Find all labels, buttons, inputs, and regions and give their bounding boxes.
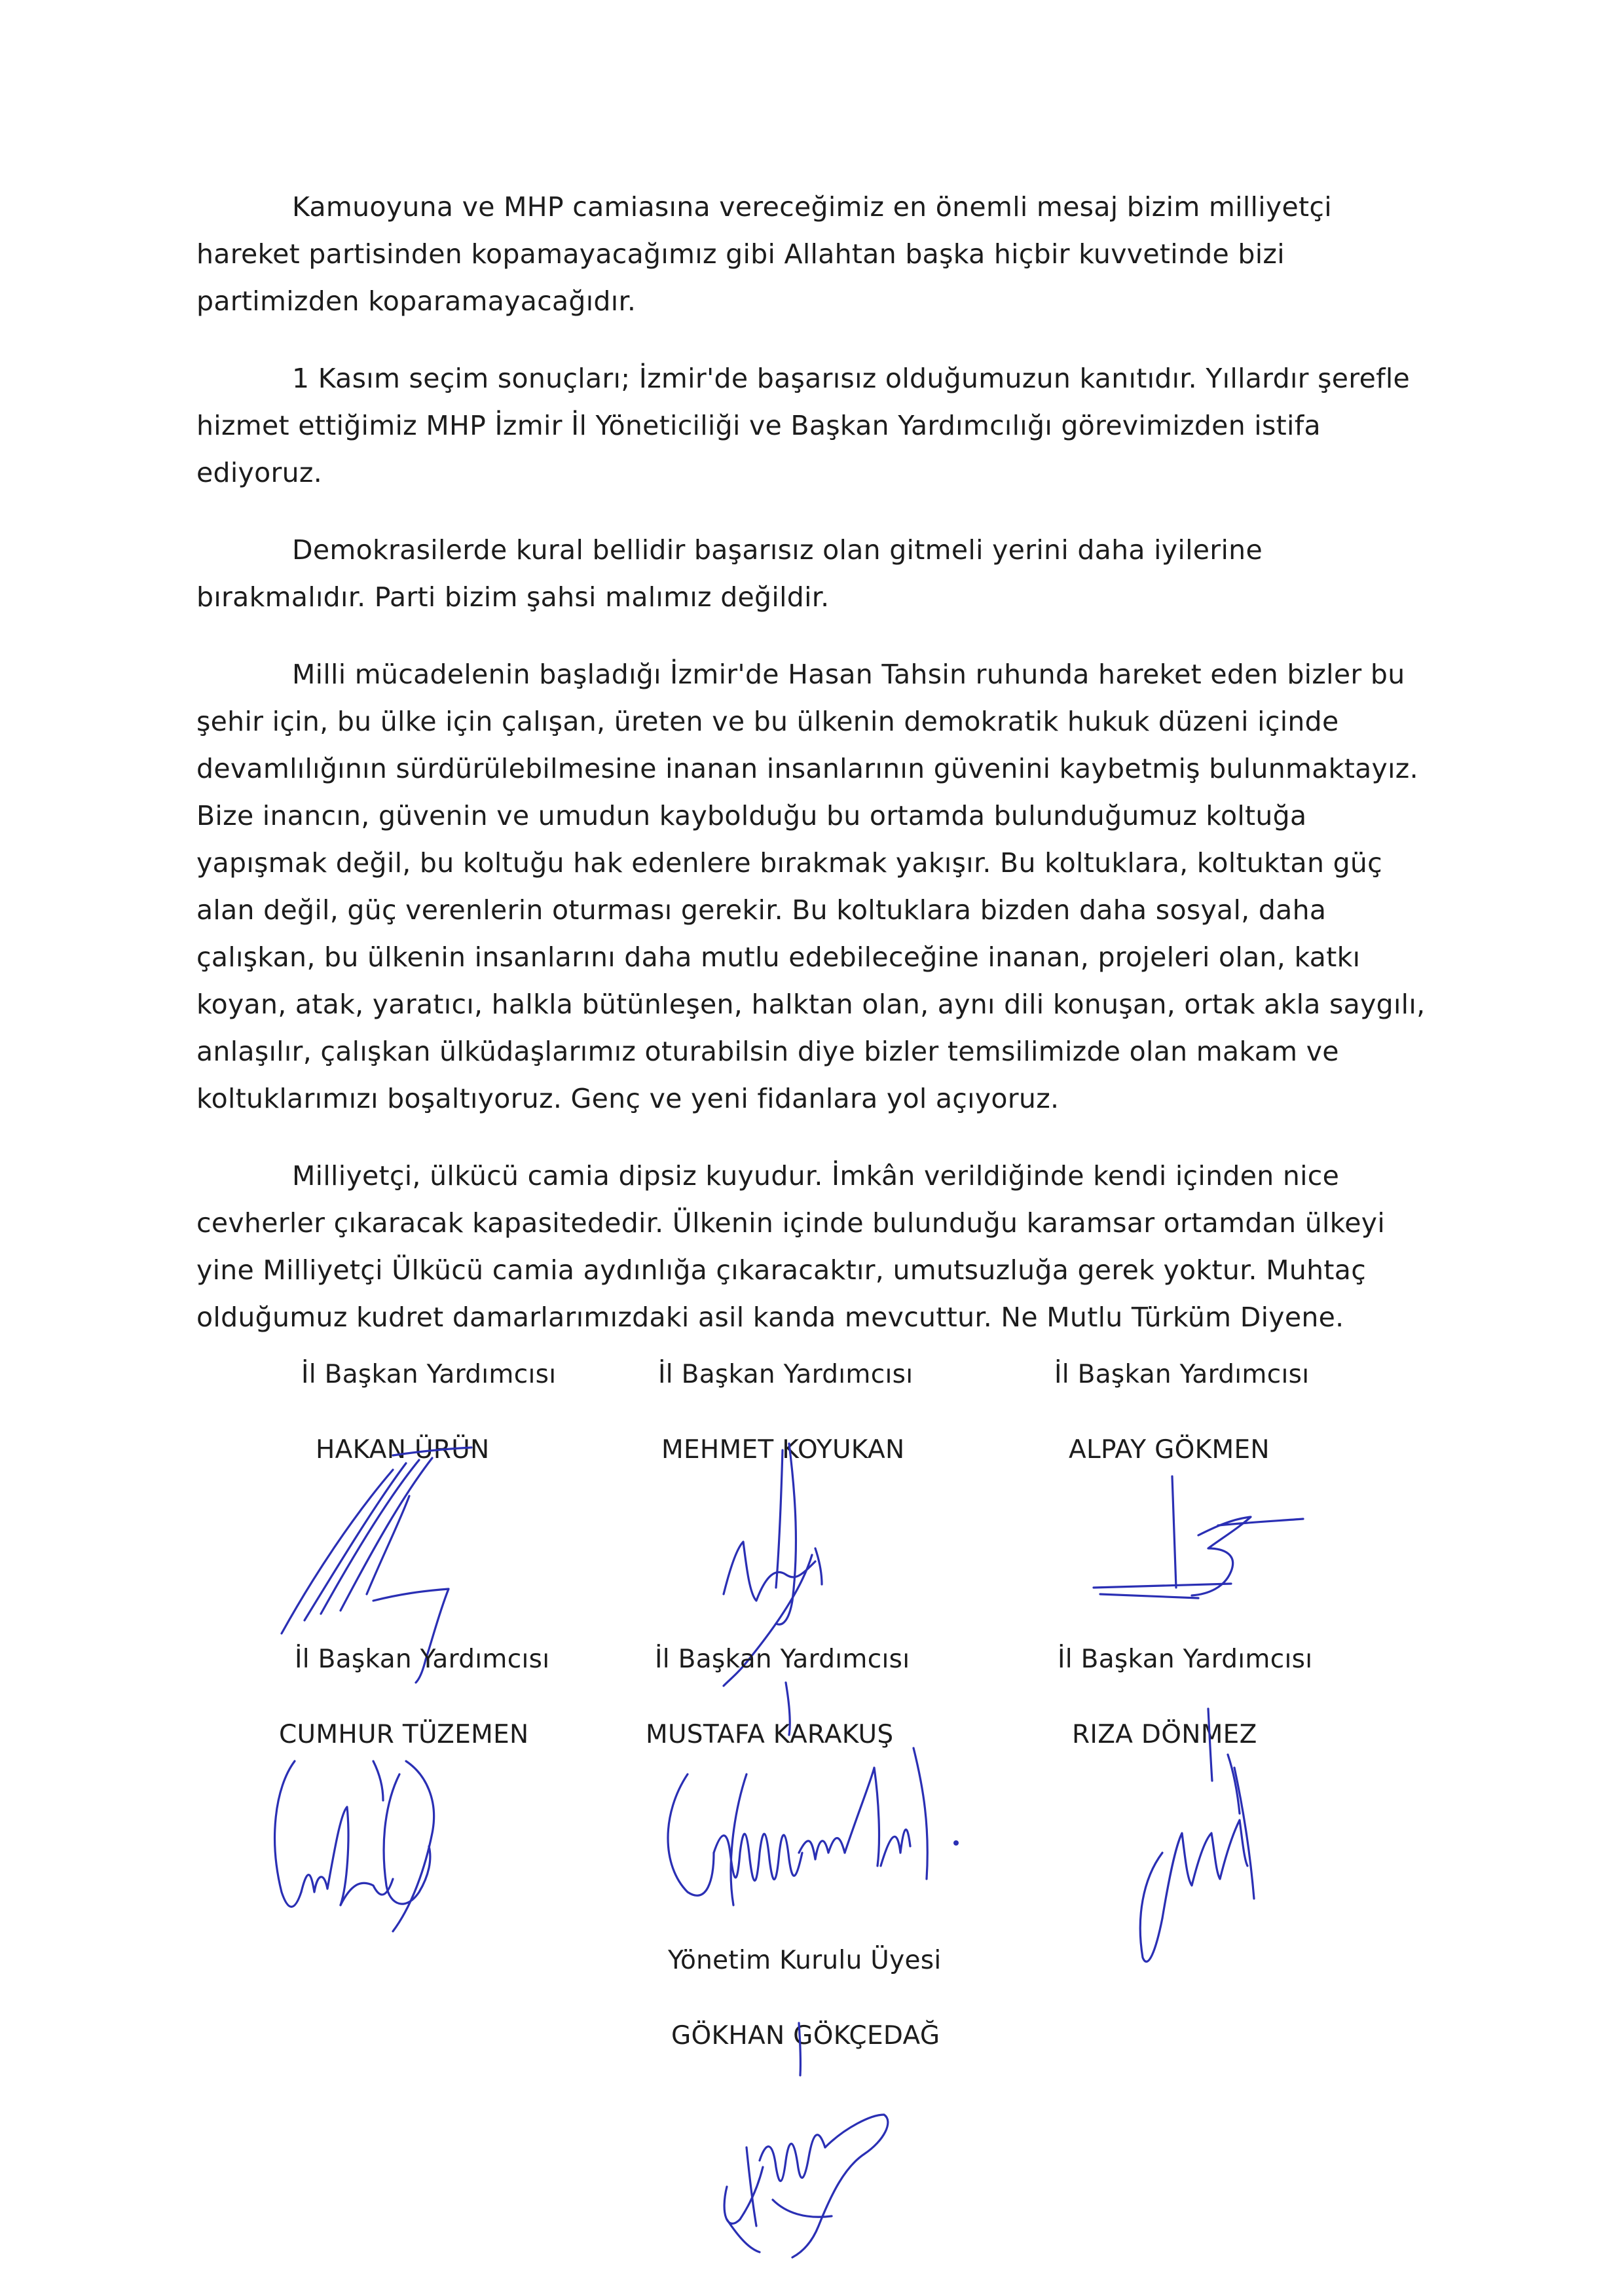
paragraph-4: Milli mücadelenin başladığı İzmir'de Hasan Tahsin ruhunda hareket eden bizler bu şehir için, bu ülke için çalışan, üreten ve bu ülkenin demokratik hukuk düzeni içinde devamlılığının sürdürülebilmesine inanan insanlarının güvenini kaybetmiş bulunmaktayız. Bize inancın, güvenin ve umudun kaybolduğu bu ortamda bulunduğumuz koltuğa yapışmak değil, bu koltuğu hak edenlere bırakmak yakışır. Bu koltuklara, koltuktan güç alan değil, güç verenlerin oturması gerekir. Bu koltuklara bizden daha sosyal, daha çalışkan, bu ülkenin insanlarını daha mutlu edebileceğine inanan, projeleri olan, katkı koyan, atak, yaratıcı, halkla bütünleşen, halktan olan, aynı dili konuşan, ortak akla saygılı, anlaşılır, çalışkan ülküdaşlarımız oturabilsin diye bizler temsilimizde olan makam ve koltuklarımızı boşaltıyoruz. Genç ve yeni fidanlara yol açıyoruz. — [196, 659, 1426, 1114]
signatory-title: İl Başkan Yardımcısı — [295, 1645, 550, 1674]
handwritten-signature — [242, 1398, 517, 1686]
letter-body — [196, 183, 1428, 1371]
paragraph-1: Kamuoyuna ve MHP camiasına vereceğimiz en önemli mesaj bizim milliyetçi hareket partisinden kopamayacağımız gibi Allahtan başka hiçbir kuvvetinde bizi partimizden koparamayacağıdır. — [196, 191, 1332, 317]
signatory-title: İl Başkan Yardımcısı — [655, 1645, 910, 1674]
paragraph-3: Demokrasilerde kural bellidir başarısız olan gitmeli yerini daha iyilerine bırakmalıdır. Parti bizim şahsi malımız değildir. — [196, 534, 1263, 613]
signatory-title: İl Başkan Yardımcısı — [658, 1360, 913, 1389]
signatory-title: İl Başkan Yardımcısı — [1058, 1645, 1313, 1674]
signatory-name: MEHMET KOYUKAN — [661, 1435, 905, 1465]
signatory-name: ALPAY GÖKMEN — [1069, 1435, 1270, 1465]
signatory-name: HAKAN ÜRÜN — [316, 1435, 490, 1465]
signatory-name: RIZA DÖNMEZ — [1072, 1720, 1257, 1749]
signatory-name: MUSTAFA KARAKUŞ — [646, 1720, 894, 1749]
handwritten-signature — [688, 1990, 923, 2265]
handwritten-signature — [648, 1656, 989, 1951]
signatory-name: CUMHUR TÜZEMEN — [279, 1720, 529, 1749]
signatory-title: Yönetim Kurulu Üyesi — [668, 1946, 942, 1975]
handwritten-signature — [255, 1735, 504, 1958]
signatory-title: İl Başkan Yardımcısı — [301, 1360, 557, 1389]
handwritten-signature — [1071, 1683, 1293, 1971]
paragraph-5: Milliyetçi, ülkücü camia dipsiz kuyudur. İmkân verildiğinde kendi içinden nice cevherler çıkaracak kapasitededir. Ülkenin içinde bulunduğu karamsar ortamdan ülkeyi yine Milliyetçi Ülkücü camia aydınlığa çıkaracaktır, umutsuzluğa gerek yoktur. Muhtaç olduğumuz kudret damarlarımızdaki asil kanda mevcuttur. Ne Mutlu Türküm Diyene. — [196, 1160, 1386, 1333]
paragraph-2: 1 Kasım seçim sonuçları; İzmir'de başarısız olduğumuzun kanıtıdır. Yıllardır şerefle hizmet ettiğimiz MHP İzmir İl Yöneticiliği ve Başkan Yardımcılığı görevimizden istifa ediyoruz. — [196, 363, 1411, 488]
signatory-name: GÖKHAN GÖKÇEDAĞ — [671, 2021, 940, 2050]
signatory-title: İl Başkan Yardımcısı — [1054, 1360, 1310, 1389]
handwritten-signature — [1080, 1457, 1316, 1640]
